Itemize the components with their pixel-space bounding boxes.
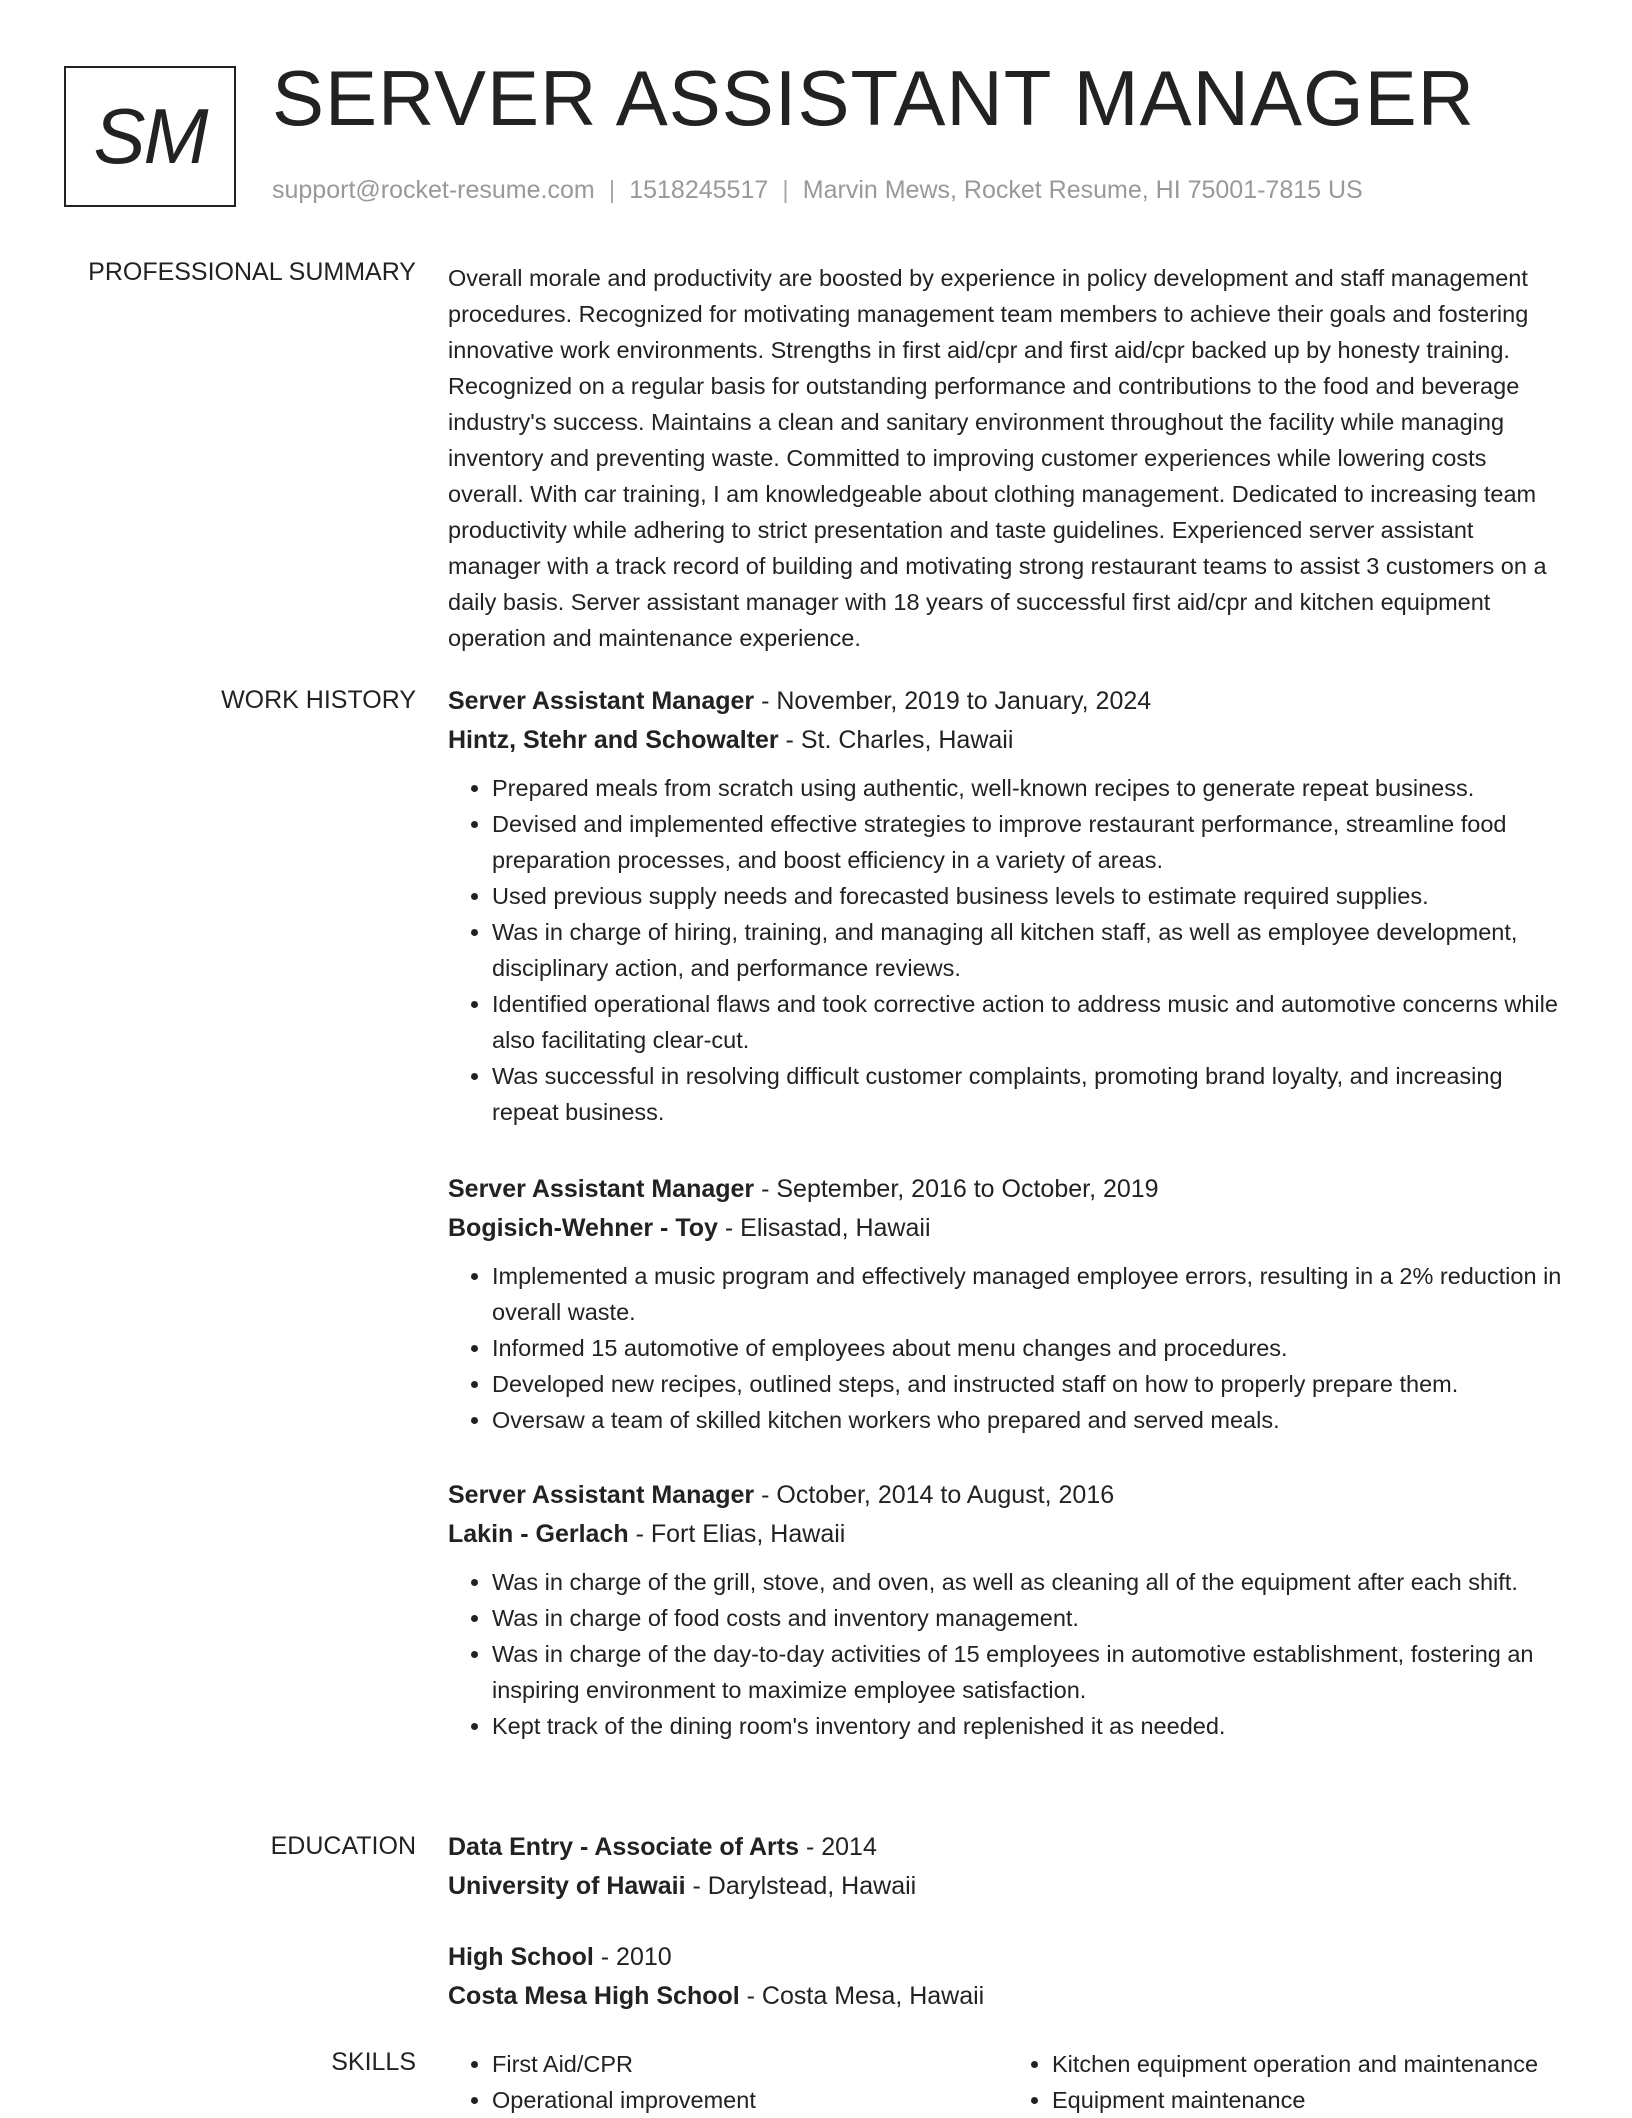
phone-text: 1518245517 bbox=[629, 176, 769, 204]
list-item: • Oversaw a team of skilled kitchen workers who prepared and served meals. bbox=[492, 1402, 1568, 1438]
list-item: • Used previous supply needs and forecasted business levels to estimate required supplies. bbox=[492, 878, 1568, 914]
job-title: Server Assistant Manager bbox=[448, 1175, 755, 1203]
job-bullets bbox=[448, 1564, 1568, 1744]
school: University of Hawaii bbox=[448, 1872, 686, 1900]
degree-year: - 2010 bbox=[593, 1943, 672, 1971]
job-title: Server Assistant Manager bbox=[448, 687, 755, 715]
list-item: • Kitchen equipment operation and maintenance bbox=[1052, 2046, 1568, 2082]
list-item: • Prepared meals from scratch using authentic, well-known recipes to generate repeat business. bbox=[492, 770, 1568, 806]
job-location: - Fort Elias, Hawaii bbox=[628, 1520, 846, 1548]
education-entry-1 bbox=[448, 1828, 1568, 1906]
list-item: • Was in charge of food costs and inventory management. bbox=[492, 1600, 1568, 1636]
skills-column-right bbox=[1008, 2046, 1568, 2118]
skills-column-left bbox=[448, 2046, 1008, 2118]
list-item: • First Aid/CPR bbox=[492, 2046, 1008, 2082]
job-title-line bbox=[448, 1170, 1568, 1209]
job-bullets bbox=[448, 770, 1568, 1130]
separator: | bbox=[782, 176, 789, 204]
job-company: Bogisich-Wehner - Toy bbox=[448, 1214, 718, 1242]
list-item: • Was in charge of the grill, stove, and oven, as well as cleaning all of the equipment after each shift. bbox=[492, 1564, 1568, 1600]
degree: Data Entry - Associate of Arts bbox=[448, 1833, 800, 1861]
monogram-logo: SM bbox=[64, 66, 236, 207]
list-item: • Identified operational flaws and took corrective action to address music and automotive concerns while also facilitating clear-cut. bbox=[492, 986, 1568, 1058]
contact-line bbox=[272, 176, 1363, 205]
summary-heading: PROFESSIONAL SUMMARY bbox=[88, 258, 416, 286]
job-company: Hintz, Stehr and Schowalter bbox=[448, 726, 779, 754]
job-dates: - September, 2016 to October, 2019 bbox=[754, 1175, 1159, 1203]
job-entry-3 bbox=[448, 1476, 1568, 1744]
skills-list bbox=[448, 2046, 1568, 2118]
education-heading: EDUCATION bbox=[270, 1832, 416, 1860]
school-line bbox=[448, 1977, 1568, 2016]
list-item: • Was in charge of the day-to-day activities of 15 employees in automotive establishment, fostering an inspiring environment to maximize employee satisfaction. bbox=[492, 1636, 1568, 1708]
separator: | bbox=[608, 176, 616, 204]
job-location: - St. Charles, Hawaii bbox=[778, 726, 1014, 754]
school: Costa Mesa High School bbox=[448, 1982, 740, 2010]
address-text: Marvin Mews, Rocket Resume, HI 75001-7815 US bbox=[802, 176, 1363, 204]
list-item: • Implemented a music program and effectively managed employee errors, resulting in a 2% reduction in overall waste. bbox=[492, 1258, 1568, 1330]
job-entry-2 bbox=[448, 1170, 1568, 1438]
job-company: Lakin - Gerlach bbox=[448, 1520, 629, 1548]
job-title-line bbox=[448, 1476, 1568, 1515]
school-line bbox=[448, 1867, 1568, 1906]
job-company-line bbox=[448, 1515, 1568, 1554]
school-location: - Costa Mesa, Hawaii bbox=[739, 1982, 985, 2010]
job-company-line bbox=[448, 1209, 1568, 1248]
resume-title: SERVER ASSISTANT MANAGER bbox=[272, 54, 1475, 142]
list-item: • Devised and implemented effective strategies to improve restaurant performance, streamline food preparation processes, and boost efficiency in a variety of areas. bbox=[492, 806, 1568, 878]
work-history-heading: WORK HISTORY bbox=[221, 686, 416, 714]
job-title-line bbox=[448, 682, 1568, 721]
degree-line bbox=[448, 1828, 1568, 1867]
skills-heading: SKILLS bbox=[331, 2048, 416, 2076]
school-location: - Darylstead, Hawaii bbox=[685, 1872, 917, 1900]
job-bullets bbox=[448, 1258, 1568, 1438]
job-company-line bbox=[448, 721, 1568, 760]
list-item: • Was in charge of hiring, training, and managing all kitchen staff, as well as employee development, disciplinary action, and performance reviews. bbox=[492, 914, 1568, 986]
list-item: • Kept track of the dining room's inventory and replenished it as needed. bbox=[492, 1708, 1568, 1744]
list-item: • Informed 15 automotive of employees about menu changes and procedures. bbox=[492, 1330, 1568, 1366]
list-item: • Developed new recipes, outlined steps, and instructed staff on how to properly prepare them. bbox=[492, 1366, 1568, 1402]
degree-line bbox=[448, 1938, 1568, 1977]
degree-year: - 2014 bbox=[799, 1833, 877, 1861]
job-dates: - October, 2014 to August, 2016 bbox=[754, 1481, 1115, 1509]
summary-text: Overall morale and productivity are boosted by experience in policy development and staff management procedures. Recognized for motivating management team members to achieve their goals and fostering innovative work environments. Strengths in first aid/cpr and first aid/cpr backed up by honesty training. Recognized on a regular basis for outstanding performance and contributions to the food and beverage industry's success. Maintains a clean and sanitary environment throughout the facility while managing inventory and preventing waste. Committed to improving customer experiences while lowering costs overall. With car training, I am knowledgeable about clothing management. Dedicated to increasing team productivity while adhering to strict presentation and taste guidelines. Experienced server assistant manager with a track record of building and motivating strong restaurant teams to assist 3 customers on a daily basis. Server assistant manager with 18 years of successful first aid/cpr and kitchen equipment operation and maintenance experience. bbox=[448, 265, 1547, 651]
job-title: Server Assistant Manager bbox=[448, 1481, 755, 1509]
job-entry-1 bbox=[448, 682, 1568, 1130]
degree: High School bbox=[448, 1943, 594, 1971]
email-link[interactable]: support@rocket-resume.com bbox=[272, 176, 595, 204]
list-item: • Operational improvement bbox=[492, 2082, 1008, 2118]
job-location: - Elisastad, Hawaii bbox=[717, 1214, 931, 1242]
education-entry-2 bbox=[448, 1938, 1568, 2016]
job-dates: - November, 2019 to January, 2024 bbox=[754, 687, 1152, 715]
list-item: • Was successful in resolving difficult customer complaints, promoting brand loyalty, and increasing repeat business. bbox=[492, 1058, 1568, 1130]
list-item: • Equipment maintenance bbox=[1052, 2082, 1568, 2118]
